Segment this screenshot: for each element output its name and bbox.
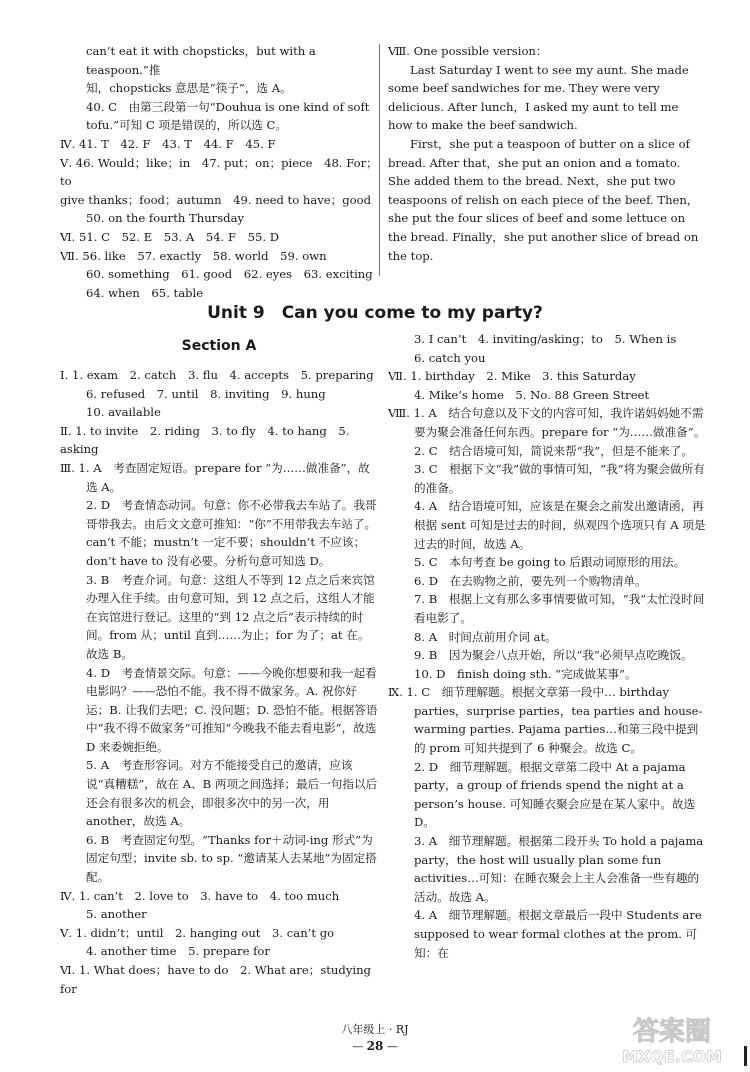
answer-item: 2. D 细节理解题。根据文章第二段中 At a pajama party，a group of friends spend the night at a person’s house. 可知睡衣聚会应是在某人家中。故选 D。 <box>414 759 699 830</box>
answer-line: 5. another <box>86 907 147 922</box>
top-left-column <box>60 42 378 302</box>
unit-title: Unit 9 Can you come to my party? <box>207 303 543 323</box>
answer-line: 4. another time 5. prepare for <box>86 944 270 959</box>
column-divider <box>379 44 380 276</box>
answer-line: 64. when 65. table <box>86 285 204 300</box>
watermark-logo <box>602 1010 742 1068</box>
answer-line: 6. catch you <box>414 350 486 365</box>
answer-line: 知，chopsticks 意思是“筷子”，选 A。 <box>86 81 292 96</box>
answer-line: Ⅳ. 1. can’t 2. love to 3. have to 4. too much <box>60 888 340 903</box>
answer-line: Ⅰ. 1. exam 2. catch 3. flu 4. accepts 5. preparing <box>60 368 374 382</box>
answer-item: 5. A 考查形容词。对方不能接受自己的邀请，应该说“真糟糕”，故在 A、B 两项之间选择；最后一句指以后还会有很多次的机会，即很多次中的另一次，用 another，故选 A。 <box>86 758 378 829</box>
svg-text:答案圈: 答案圈 <box>632 1017 712 1047</box>
writing-paragraph: Last Saturday I went to see my aunt. She made some beef sandwiches for me. They were very delicious. After lunch，I asked my aunt to tell me how to make the beef sandwich. <box>388 62 693 133</box>
top-right-column <box>388 42 706 265</box>
answer-item: 5. C 本句考查 be going to 后跟动词原形的用法。 <box>414 555 686 570</box>
answer-line: 40. C 由第三段第一句“Douhua is one kind of soft <box>86 99 370 114</box>
answer-line: can’t eat it with chopsticks，but with a teaspoon.”推 <box>86 44 320 77</box>
answer-item: 7. B 根据上文有那么多事情要做可知，“我”太忙没时间看电影了。 <box>414 592 705 625</box>
answer-item: 9. B 因为聚会八点开始，所以“我”必须早点吃晚饭。 <box>414 648 693 663</box>
answer-item: 6. B 考查固定句型。“Thanks for＋动词-ing 形式”为固定句型；invite sb. to sp. “邀请某人去某地”为固定搭配。 <box>86 832 377 885</box>
answer-item: 4. D 考查情景交际。句意：——今晚你想要和我一起看电影吗？——恐怕不能。我不得不做家务。A. 祝你好运；B. 让我们去吧；C. 没问题；D. 恐怕不能。根据答语中“我不得不做家务”可推知“今晚我不能去看电影”，故选 D 来委婉拒绝。 <box>86 665 381 754</box>
answer-line: 60. something 61. good 62. eyes 63. exciting <box>86 267 373 282</box>
answer-line: Ⅶ. 1. birthday 2. Mike 3. this Saturday <box>388 369 636 384</box>
answer-line: Ⅵ. 51. C 52. E 53. A 54. F 55. D <box>60 229 280 244</box>
answer-line: Ⅶ. 56. like 57. exactly 58. world 59. own <box>60 248 327 263</box>
answer-item: 3. A 细节理解题。根据第二段开头 To hold a pajama party，the host will usually plan some fun activities…可知：在睡衣聚会上主人会准备一些有趣的活动。故选 A。 <box>414 834 707 904</box>
page-footer: 八年级上 · RJ — 28 — <box>0 1022 750 1055</box>
answer-item: 10. D finish doing sth. “完成做某事”。 <box>414 666 637 681</box>
answer-item: Ⅲ. 1. A 考查固定短语。prepare for “为……做准备”，故选 A。 <box>60 460 370 494</box>
bottom-right-column <box>388 330 706 962</box>
answer-item: Ⅸ. 1. C 细节理解题。根据文章第一段中… birthday parties，surprise parties，tea parties and house-warming parties. Pajama parties…和第三段中提到的 prom 可知共提到了 6 种聚会。故选 C。 <box>388 685 703 756</box>
answer-item: 4. A 细节理解题。根据文章最后一段中 Students are supposed to wear formal clothes at the prom. 可知：在 <box>414 908 706 960</box>
answer-item: Ⅷ. 1. A 结合句意以及下文的内容可知，我许诺妈妈她不需要为聚会准备任何东西。prepare for “为……做准备”。 <box>388 406 706 439</box>
answer-item: 3. C 根据下文“我”做的事情可知，“我”将为聚会做所有的准备。 <box>414 462 705 495</box>
answer-line: Ⅴ. 46. Would；like；in 47. put；on；piece 48. For；to <box>60 155 378 189</box>
grade-label: 八年级上 · RJ <box>341 1023 409 1036</box>
answer-line: tofu.”可知 C 项是错误的，所以选 C。 <box>86 118 287 133</box>
answer-item: 2. C 结合语境可知，简说来帮“我”，但是不能来了。 <box>414 443 693 458</box>
answer-line: give thanks；food；autumn 49. need to have；good <box>60 192 372 207</box>
answer-line: Ⅵ. 1. What does；have to do 2. What are；studying for <box>60 963 375 996</box>
bottom-left-column <box>60 366 381 998</box>
answer-item: 2. D 考查情态动词。句意：你不必带我去车站了。我哥哥带我去。由后文文意可推知：“你”不用带我去车站了。can’t 不能；mustn’t 一定不要；shouldn’t 不应该；don’t have to 没有必要。分析句意可知选 D。 <box>86 498 377 568</box>
answer-line: Ⅴ. 1. didn’t；until 2. hanging out 3. can’t go <box>60 925 335 940</box>
writing-heading: Ⅷ. One possible version： <box>388 44 548 58</box>
writing-paragraph: First，she put a teaspoon of butter on a slice of bread. After that，she put an onion and a tomato. She added them to the bread. Next，she put two teaspoons of relish on each piece of the beef. Then，she put the four slices of beef and some lettuce on the bread. Finally，she put another slice of bread on the top. <box>388 136 703 263</box>
answer-item: 4. A 结合语境可知，应该是在聚会之前发出邀请函，再根据 sent 可知是过去的时间，纵观四个选项只有 A 项是过去的时间，故选 A。 <box>414 499 706 551</box>
answer-item: 3. B 考查介词。句意：这组人不等到 12 点之后来宾馆办理入住手续。由句意可知，到 12 点之后，这组人才能在宾馆进行登记。这里的“到 12 点之后”表示持续的时间。from 从；until 直到……为止；for 为了；at 在。故选 B。 <box>86 572 375 661</box>
answer-item: 6. D 在去购物之前，要先列一个购物清单。 <box>414 573 647 588</box>
section-title: Section A <box>181 338 257 354</box>
answer-line: Ⅱ. 1. to invite 2. riding 3. to fly 4. to hang 5. asking <box>60 423 354 457</box>
answer-line: 50. on the fourth Thursday <box>86 211 245 226</box>
answer-item: 8. A 时间点前用介词 at。 <box>414 629 557 644</box>
answer-line: 3. I can’t 4. inviting/asking；to 5. When is <box>414 332 677 346</box>
page-number: 28 <box>366 1039 384 1053</box>
svg-text:MXQE.COM: MXQE.COM <box>621 1047 723 1066</box>
answer-line: 4. Mike’s home 5. No. 88 Green Street <box>414 387 650 402</box>
edge-mark <box>744 1046 747 1066</box>
answer-line: Ⅳ. 41. T 42. F 43. T 44. F 45. F <box>60 136 276 151</box>
answer-line: 6. refused 7. until 8. inviting 9. hung <box>86 386 326 401</box>
answer-line: 10. available <box>86 405 161 420</box>
